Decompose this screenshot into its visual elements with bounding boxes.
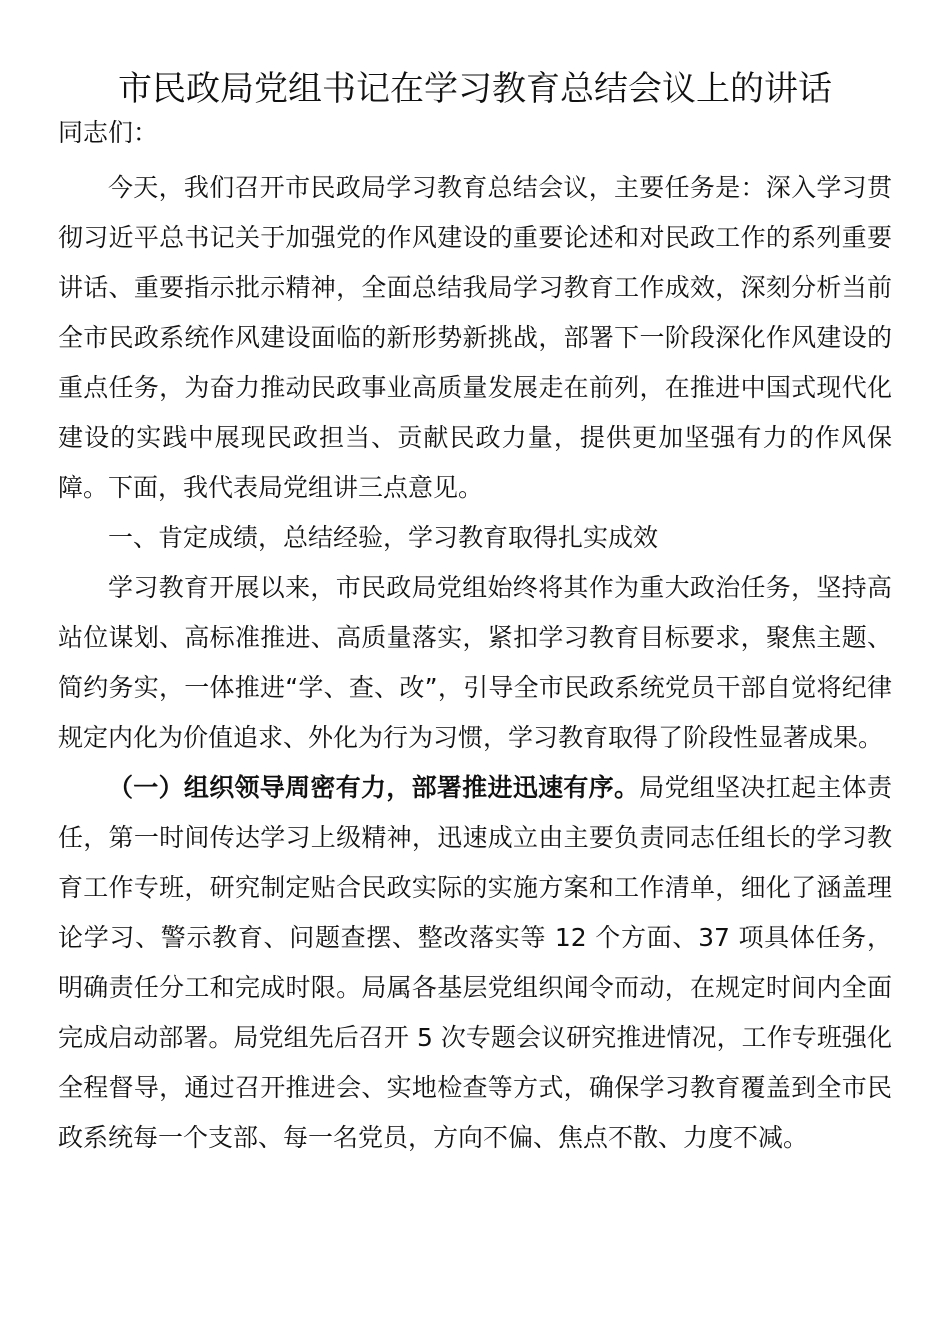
document-page: [58, 64, 892, 1163]
subsection-1-body: 局党组坚决扛起主体责任，第一时间传达学习上级精神，迅速成立由主要负责同志任组长的学习教育工作专班，研究制定贴合民政实际的实施方案和工作清单，细化了涵盖理论学习、警示教育、问题查摆、整改落实等 12 个方面、37 项具体任务，明确责任分工和完成时限。局属各基层党组织闻令而动，在规定时间内全面完成启动部署。局党组先后召开 5 次专题会议研究推进情况，工作专班强化全程督导，通过召开推进会、实地检查等方式，确保学习教育覆盖到全市民政系统每一个支部、每一名党员，方向不偏、焦点不散、力度不减。: [58, 773, 892, 1152]
greeting: 同志们：: [58, 118, 159, 147]
section-1-paragraph: 学习教育开展以来，市民政局党组始终将其作为重大政治任务，坚持高站位谋划、高标准推进、高质量落实，紧扣学习教育目标要求，聚焦主题、简约务实，一体推进“学、查、改”，引导全市民政系统党员干部自觉将纪律规定内化为价值追求、外化为行为习惯，学习教育取得了阶段性显著成果。: [58, 573, 892, 752]
intro-paragraph: 今天，我们召开市民政局学习教育总结会议，主要任务是：深入学习贯彻习近平总书记关于加强党的作风建设的重要论述和对民政工作的系列重要讲话、重要指示批示精神，全面总结我局学习教育工作成效，深刻分析当前全市民政系统作风建设面临的新形势新挑战，部署下一阶段深化作风建设的重点任务，为奋力推动民政事业高质量发展走在前列，在推进中国式现代化建设的实践中展现民政担当、贡献民政力量，提供更加坚强有力的作风保障。下面，我代表局党组讲三点意见。: [58, 173, 892, 502]
subsection-1-paragraph: [58, 763, 892, 1163]
subsection-1-lead: （一）组织领导周密有力，部署推进迅速有序。: [108, 773, 640, 802]
document-title: 市民政局党组书记在学习教育总结会议上的讲话: [118, 69, 832, 109]
section-heading-1: 一、肯定成绩，总结经验，学习教育取得扎实成效: [108, 523, 659, 552]
